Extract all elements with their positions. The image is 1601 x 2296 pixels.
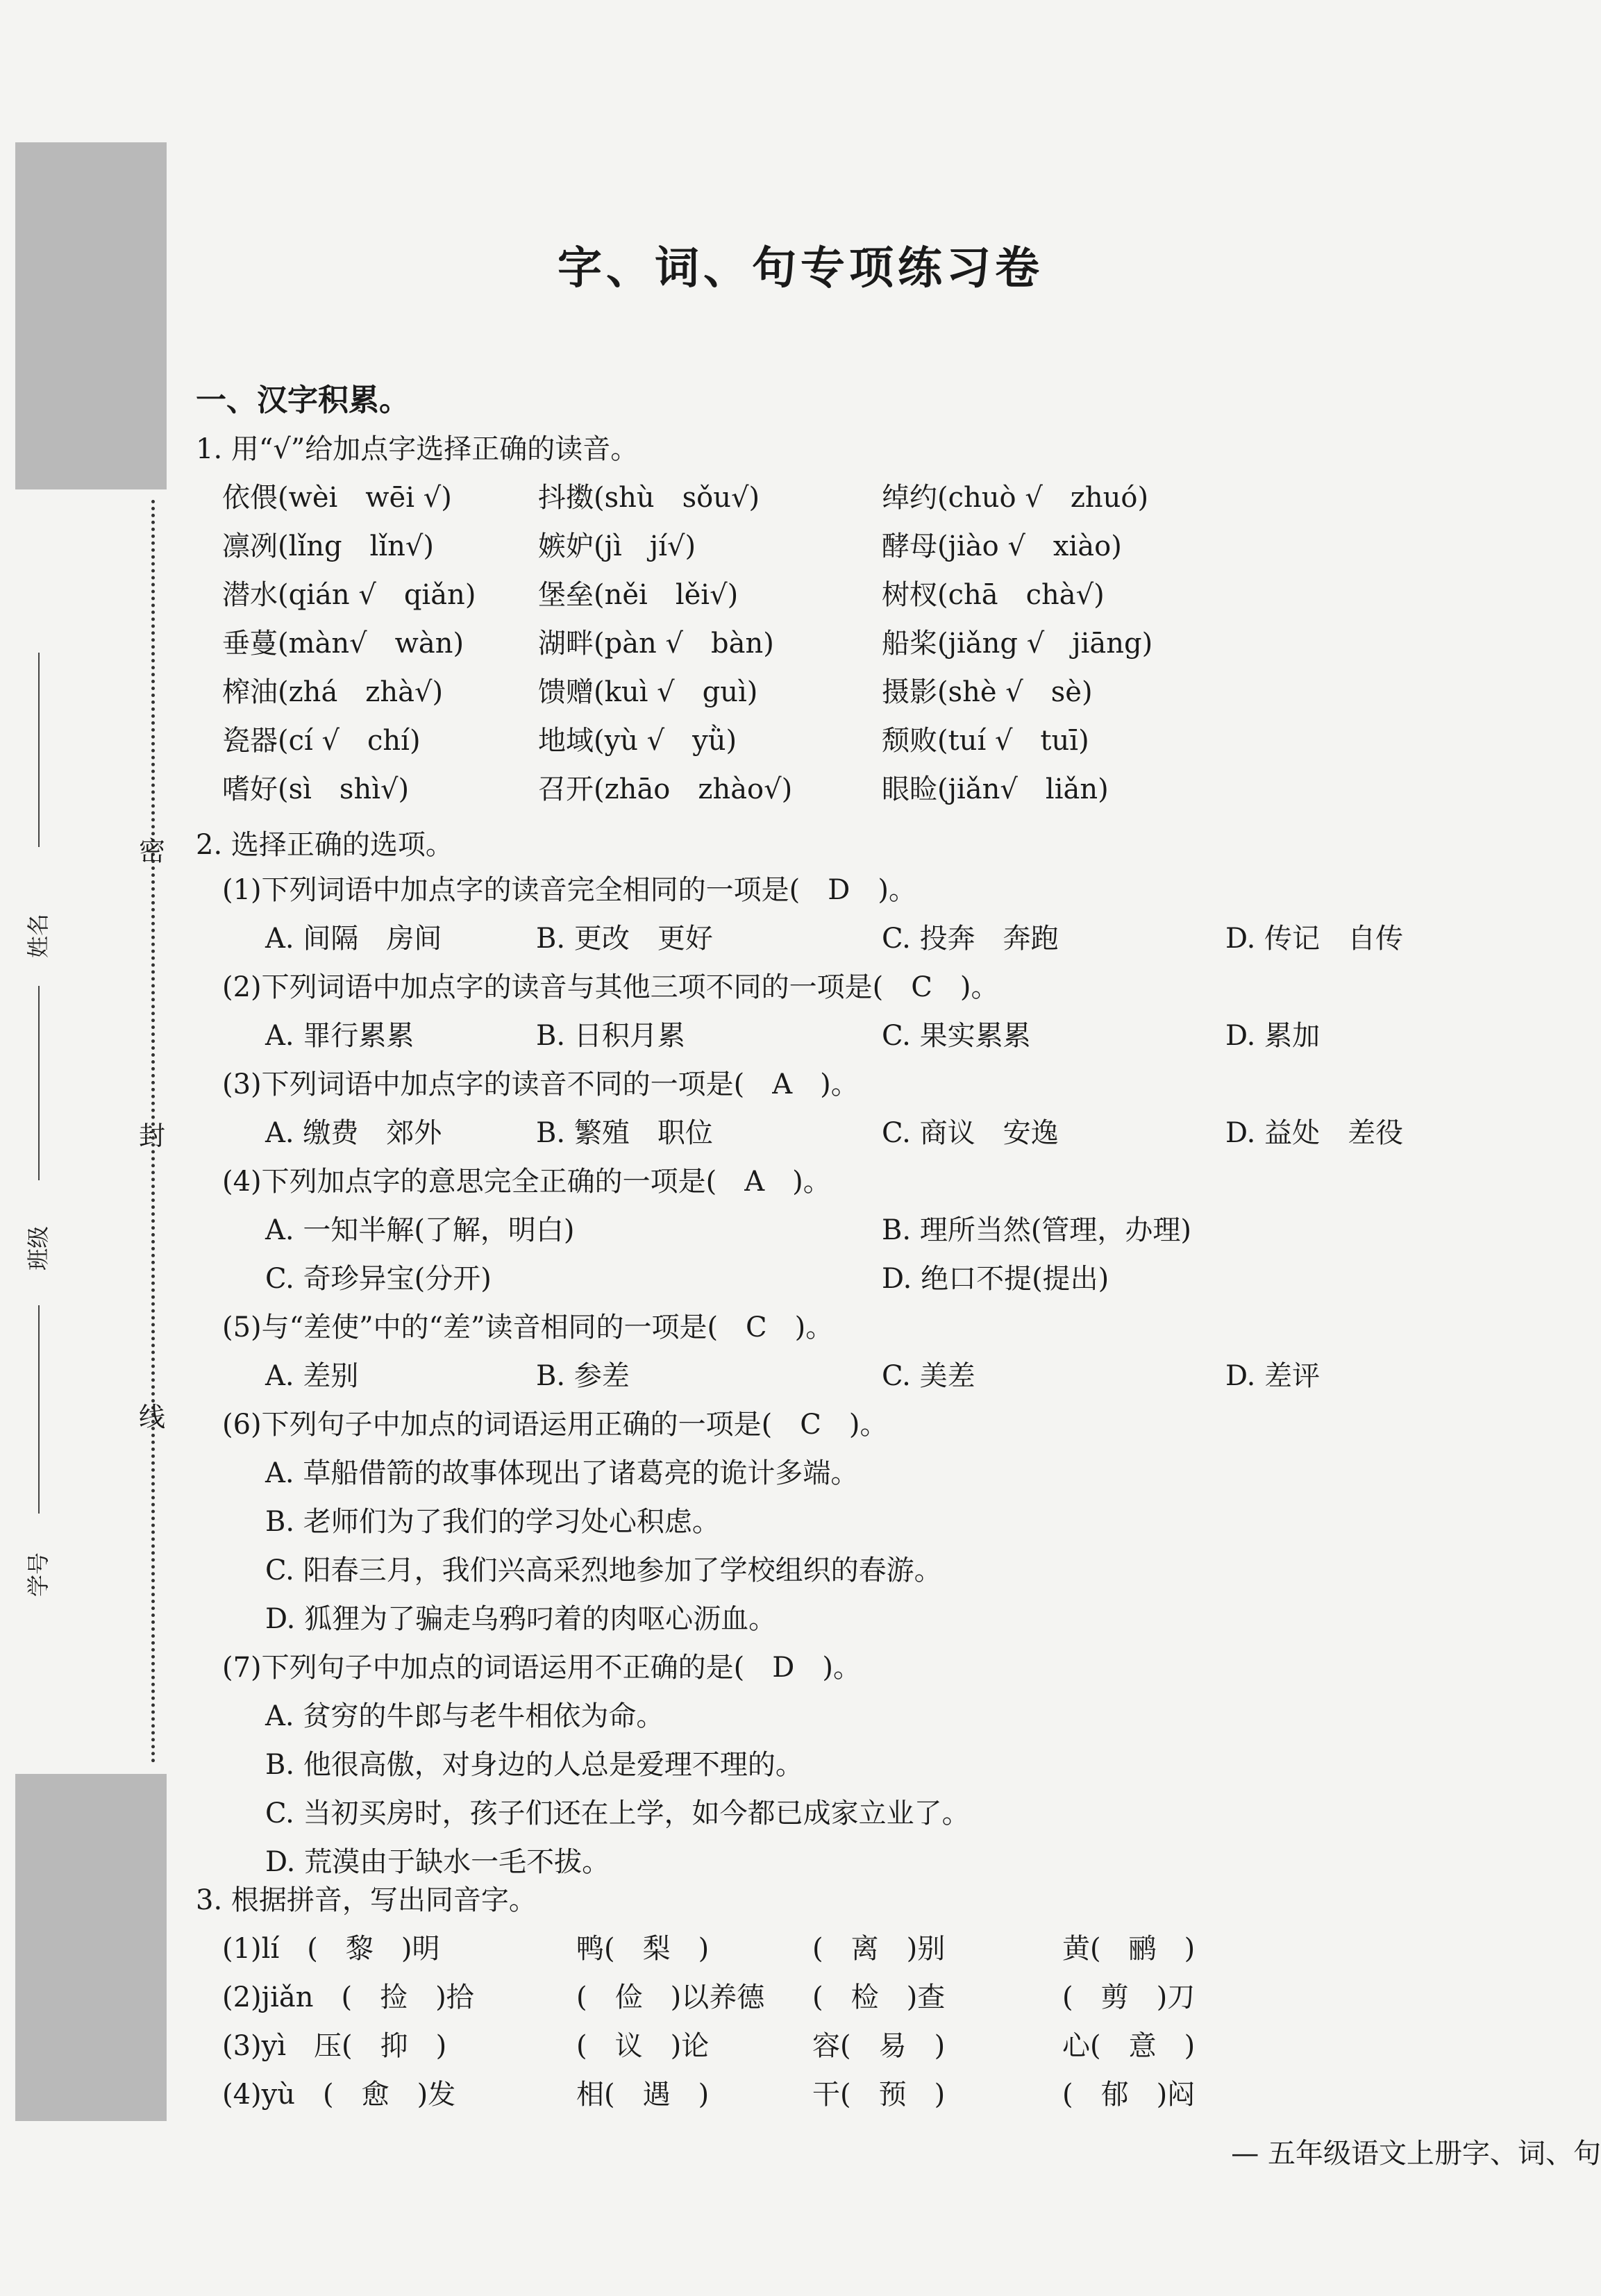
q3-item: ( 剪 )刀 xyxy=(1062,1981,1196,2013)
q3-item: ( 俭 )以养德 xyxy=(576,1981,765,2013)
q1-item: 绰约(chuò √ zhuó) xyxy=(882,482,1149,514)
q3-item: (3)yì 压( 抑 ) xyxy=(222,2030,447,2062)
section-heading: 一、汉字积累。 xyxy=(196,383,410,418)
q2-s1-stem: (1)下列词语中加点字的读音完全相同的一项是( D )。 xyxy=(222,874,916,906)
q2-s3-stem: (3)下列词语中加点字的读音不同的一项是( A )。 xyxy=(222,1069,859,1100)
q2-option: A. 间隔 房间 xyxy=(265,923,442,955)
q2-stem: 2. 选择正确的选项。 xyxy=(196,829,453,861)
q2-option: A. 贫穷的牛郎与老牛相依为命。 xyxy=(265,1700,664,1732)
seal-char-xian: 线 xyxy=(139,1402,166,1432)
q3-item: (2)jiǎn ( 捡 )拾 xyxy=(222,1981,474,2013)
page-title: 字、词、句专项练习卷 xyxy=(558,242,1043,294)
q1-item: 嫉妒(jì jí√) xyxy=(538,530,696,562)
q1-stem: 1. 用“√”给加点字选择正确的读音。 xyxy=(196,433,639,465)
margin-gray-bar-top xyxy=(15,142,167,489)
q2-option: D. 狐狸为了骗走乌鸦叼着的肉呕心沥血。 xyxy=(265,1603,777,1635)
q1-item: 堡垒(něi lěi√) xyxy=(538,579,739,611)
seal-char-feng: 封 xyxy=(139,1121,166,1151)
q2-option: C. 阳春三月，我们兴高采烈地参加了学校组织的春游。 xyxy=(265,1555,942,1586)
q2-option: C. 奇珍异宝(分开) xyxy=(265,1263,492,1295)
q1-item: 依偎(wèi wēi √) xyxy=(222,482,452,514)
q2-option: D. 益处 差役 xyxy=(1225,1117,1404,1149)
q3-item: (4)yù ( 愈 )发 xyxy=(222,2079,456,2111)
q1-item: 瓷器(cí √ chí) xyxy=(222,725,421,757)
q2-option: D. 传记 自传 xyxy=(1225,923,1404,955)
q1-item: 抖擞(shù sǒu√) xyxy=(538,482,760,514)
q2-option: A. 一知半解(了解，明白) xyxy=(265,1214,575,1246)
q2-s5-stem: (5)与“差使”中的“差”读音相同的一项是( C )。 xyxy=(222,1312,834,1343)
q2-option: B. 更改 更好 xyxy=(536,923,713,955)
seal-char-mi: 密 xyxy=(139,836,166,866)
margin-class-label: 班级 xyxy=(25,1225,51,1271)
q2-option: B. 他很高傲，对身边的人总是爱理不理的。 xyxy=(265,1749,803,1781)
q1-item: 嗜好(sì shì√) xyxy=(222,773,410,805)
q1-item: 摄影(shè √ sè) xyxy=(882,676,1093,708)
q2-s7-stem: (7)下列句子中加点的词语运用不正确的是( D )。 xyxy=(222,1652,861,1684)
q2-s6-stem: (6)下列句子中加点的词语运用正确的一项是( C )。 xyxy=(222,1409,888,1441)
q3-item: 鸭( 梨 ) xyxy=(576,1933,710,1965)
q2-option: D. 荒漠由于缺水一毛不拔。 xyxy=(265,1846,610,1878)
q2-option: C. 投奔 奔跑 xyxy=(882,923,1059,955)
q1-item: 垂蔓(màn√ wàn) xyxy=(222,628,464,660)
q2-s4-stem: (4)下列加点字的意思完全正确的一项是( A )。 xyxy=(222,1166,831,1198)
q2-option: C. 美差 xyxy=(882,1360,975,1392)
margin-id-label: 学号 xyxy=(25,1552,51,1597)
q2-option: B. 日积月累 xyxy=(536,1020,685,1052)
q1-item: 眼睑(jiǎn√ liǎn) xyxy=(882,773,1109,805)
q2-option: D. 累加 xyxy=(1225,1020,1321,1052)
margin-name-label: 姓名 xyxy=(25,913,51,958)
q3-item: 干( 预 ) xyxy=(812,2079,946,2111)
q2-s2-stem: (2)下列词语中加点字的读音与其他三项不同的一项是( C )。 xyxy=(222,971,999,1003)
q2-option: C. 果实累累 xyxy=(882,1020,1031,1052)
q1-item: 酵母(jiào √ xiào) xyxy=(882,530,1122,562)
margin-gray-bar-bottom xyxy=(15,1774,167,2121)
q1-item: 凛冽(lǐng lǐn√) xyxy=(222,530,434,562)
q3-item: ( 议 )论 xyxy=(576,2030,710,2062)
q1-item: 树杈(chā chà√) xyxy=(882,579,1105,611)
q1-item: 榨油(zhá zhà√) xyxy=(222,676,444,708)
q2-option: B. 老师们为了我们的学习处心积虑。 xyxy=(265,1506,720,1538)
q1-item: 潜水(qián √ qiǎn) xyxy=(222,579,476,611)
q1-item: 湖畔(pàn √ bàn) xyxy=(538,628,774,660)
q3-item: ( 离 )别 xyxy=(812,1933,946,1965)
q2-option: D. 绝口不提(提出) xyxy=(882,1263,1109,1295)
q1-item: 船桨(jiǎng √ jiāng) xyxy=(882,628,1153,660)
q2-option: D. 差评 xyxy=(1225,1360,1321,1392)
q1-item: 颓败(tuí √ tuī) xyxy=(882,725,1089,757)
q3-item: 黄( 鹂 ) xyxy=(1062,1933,1196,1965)
q2-option: A. 缴费 郊外 xyxy=(265,1117,442,1149)
id-line xyxy=(38,1305,40,1514)
q3-item: (1)lí ( 黎 )明 xyxy=(222,1933,440,1965)
q2-option: C. 当初买房时，孩子们还在上学，如今都已成家立业了。 xyxy=(265,1798,970,1829)
q3-item: 心( 意 ) xyxy=(1062,2030,1196,2062)
class-line xyxy=(38,986,40,1180)
q2-option: B. 理所当然(管理，办理) xyxy=(882,1214,1192,1246)
q2-option: B. 繁殖 职位 xyxy=(536,1117,713,1149)
page-footer: — 五年级语文上册字、词、句 xyxy=(1231,2138,1601,2170)
q2-option: A. 罪行累累 xyxy=(265,1020,414,1052)
q3-stem: 3. 根据拼音，写出同音字。 xyxy=(196,1884,537,1916)
q1-item: 馈赠(kuì √ guì) xyxy=(538,676,758,708)
q1-item: 地域(yù √ yǜ) xyxy=(538,725,737,757)
q3-item: 容( 易 ) xyxy=(812,2030,946,2062)
name-line xyxy=(38,653,40,847)
q3-item: ( 郁 )闷 xyxy=(1062,2079,1196,2111)
q2-option: A. 草船借箭的故事体现出了诸葛亮的诡计多端。 xyxy=(265,1457,859,1489)
q3-item: 相( 遇 ) xyxy=(576,2079,710,2111)
q2-option: B. 参差 xyxy=(536,1360,630,1392)
q1-item: 召开(zhāo zhào√) xyxy=(538,773,793,805)
q2-option: C. 商议 安逸 xyxy=(882,1117,1059,1149)
q2-option: A. 差别 xyxy=(265,1360,359,1392)
q3-item: ( 检 )查 xyxy=(812,1981,946,2013)
